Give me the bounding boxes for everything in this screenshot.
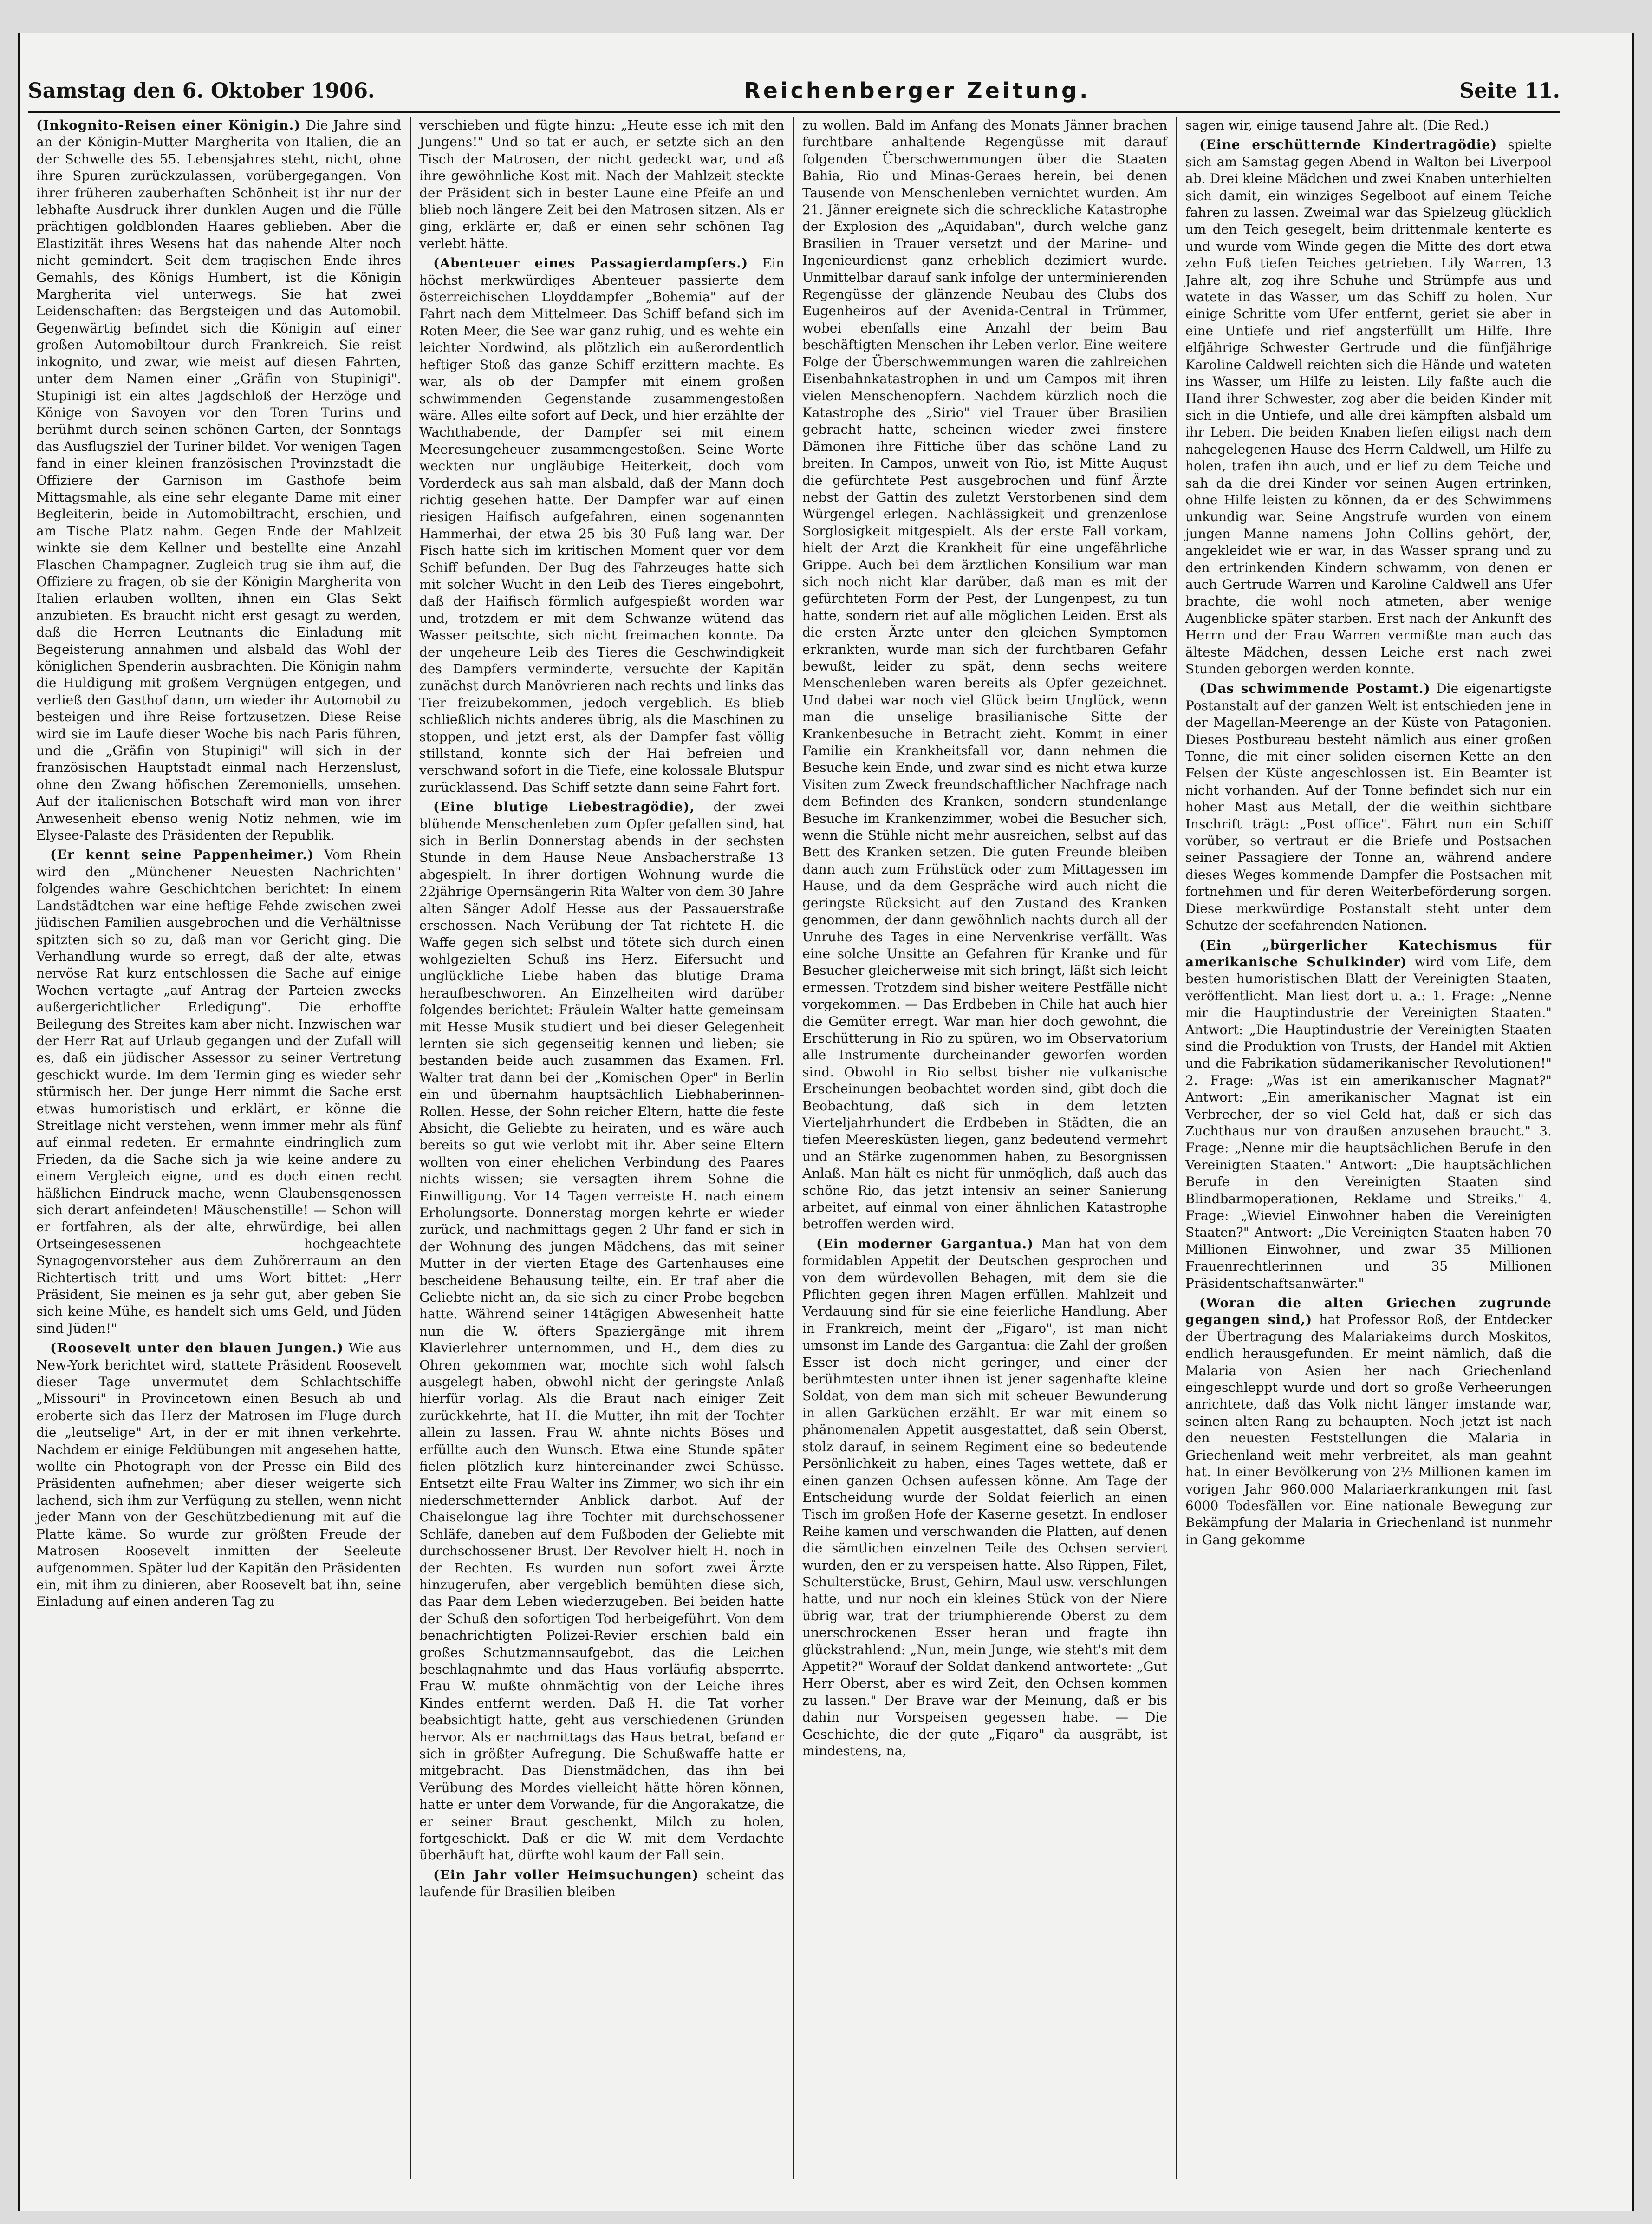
article-heading: (Inkognito-Reisen einer Königin.) [36, 117, 301, 133]
page-number: Seite 11. [1459, 78, 1560, 103]
article-paragraph [36, 1340, 401, 1611]
header-rule [28, 111, 1560, 113]
article-body: Die Jahre sind an der Königin-Mutter Margherita von Italien, die an der Schwelle des 55. Lebensjahres steht, nicht, ohne ihre Spuren zurückzulassen, vorübergegangen. Von ihrer früheren zauberhaften Schönheit ist ihr nur der lebhafte Ausdruck ihrer dunklen Augen und die Fülle prächtigen goldblonden Haares geblieben. Aber die Elastizität ihres Wesens hat das nahende Alter noch nicht gemindert. Seit dem tragischen Ende ihres Gemahls, des Königs Humbert, ist die Königin Margherita viel unterwegs. Sie hat zwei Leidenschaften: das Bergsteigen und das Automobil. Gegenwärtig befindet sich die Königin auf einer großen Automobiltour durch Frankreich. Sie reist inkognito, und zwar, wie meist auf diesen Fahrten, unter dem Namen einer „Gräfin von Stupinigi". Stupinigi ist ein altes Jagdschloß der Herzöge und Könige von Savoyen vor den Toren Turins und berühmt durch seinen schönen Garten, der Sonntags das Ausflugsziel der Turiner bildet. Vor wenigen Tagen fand in einer kleinen französischen Provinzstadt die Offiziere der Garnison im Gasthofe beim Mittagsmahle, als eine sehr elegante Dame mit einer Begleiterin, beide in Automobiltracht, erschien, und am Tische Platz nahm. Gegen Ende der Mahlzeit winkte sie dem Kellner und bestellte eine Anzahl Flaschen Champagner. Zugleich trug sie ihm auf, die Offiziere zu fragen, ob sie der Königin Margherita von Italien erlauben wollten, ihnen ein Glas Sekt anzubieten. Es braucht nicht erst gesagt zu werden, daß die Herren Leutnants die Einladung mit Begeisterung annahmen und alsbald das Wohl der königlichen Spenderin ausbrachten. Die Königin nahm die Huldigung mit großem Vergnügen entgegen, und verließ den Gasthof dann, um wieder ihr Automobil zu besteigen und ihre Reise fortzusetzen. Diese Reise wird sie im Laufe dieser Woche bis nach Paris führen, und die „Gräfin von Stupinigi" will sich in der französischen Hauptstadt einmal nach Herzenslust, ohne den Zwang höfischen Zeremoniells, umsehen. Auf der italienischen Botschaft wird man von ihrer Anwesenheit ebenso wenig Notiz nehmen, wie im Elysee-Palaste des Präsidenten der Republik. [36, 117, 402, 843]
column-4 [1177, 117, 1560, 2179]
article-paragraph [419, 799, 784, 1864]
article-paragraph [419, 255, 784, 796]
article-heading: (Woran die alten Griechen zugrunde gegangen sind,) [1185, 1295, 1552, 1328]
article-body: Wie aus New-York berichtet wird, stattete Präsident Roosevelt dieser Tage unvermutet dem Schlachtschiffe „Missouri" in Provincetown einen Besuch ab und eroberte sich das Herz der Matrosen im Fluge durch die „leutselige" Art, in der er mit ihnen verkehrte. Nachdem er einige Feldübungen mit angesehen hatte, wollte ein Photograph von der Presse ein Bild des Präsidenten aufnehmen; aber dieser weigerte sich lachend, sich ihm zur Verfügung zu stellen, wenn nicht jeder Mann von der Geschützbedienung mit auf die Platte käme. So wurde zur größten Freude der Matrosen Roosevelt inmitten der Seeleute aufgenommen. Später lud der Kapitän den Präsidenten ein, mit ihm zu dinieren, aber Roosevelt bat ihn, seine Einladung auf einen anderen Tag zu [36, 1340, 402, 1610]
article-heading: (Eine erschütternde Kindertragödie) [1199, 137, 1497, 153]
article-paragraph [419, 1867, 784, 1901]
article-heading: (Ein Jahr voller Heimsuchungen) [433, 1867, 699, 1883]
article-heading: (Eine blutige Liebestragödie), [433, 799, 695, 815]
article-paragraph [1185, 937, 1552, 1292]
article-paragraph [802, 1236, 1167, 1760]
column-3 [794, 117, 1177, 2179]
issue-date: Samstag den 6. Oktober 1906. [28, 78, 375, 103]
article-heading: (Abenteuer eines Passagierdampfers.) [433, 255, 748, 271]
article-body: der zwei blühende Menschenleben zum Opfer gefallen sind, hat sich in Berlin Donnerstag abends in der sechsten Stunde in dem Hause Neue Ansbacherstraße 13 abgespielt. In ihrer dortigen Wohnung wurde die 22jährige Opernsängerin Rita Walter von dem 30 Jahre alten Sänger Adolf Hesse aus der Passauerstraße erschossen. Nach Verübung der Tat richtete H. die Waffe gegen sich selbst und tötete sich durch einen wohlgezielten Schuß ins Herz. Eifersucht und unglückliche Liebe haben das blutige Drama heraufbeschworen. An Einzelheiten wird darüber folgendes berichtet: Fräulein Walter hatte gemeinsam mit Hesse Musik studiert und bei dieser Gelegenheit lernten sie sich gegenseitig kennen und lieben; sie bestanden beide auch zusammen das Examen. Frl. Walter trat dann bei der „Komischen Oper" in Berlin ein und übernahm hauptsächlich Liebhaberinnen-Rollen. Hesse, der Sohn reicher Eltern, hatte die feste Absicht, die Geliebte zu heiraten, und es wäre auch bereits so gut wie verlobt mit ihr. Aber seine Eltern wollten von einer ehelichen Verbindung des Paares nichts wissen; sie versagten ihrem Sohne die Einwilligung. Vor 14 Tagen verreiste H. nach einem Erholungsorte. Donnerstag morgen kehrte er wieder zurück, und nachmittags gegen 2 Uhr fand er sich in der Wohnung des jungen Mädchens, das mit seiner Mutter in der vierten Etage des Gartenhauses eine bescheidene Behausung teilte, ein. Er traf aber die Geliebte nicht an, da sie sich zu einer Probe begeben hatte. Während seiner 14tägigen Abwesenheit hatte nun die W. öfters Spaziergänge mit ihrem Klavierlehrer unternommen, und H., dem dies zu Ohren gekommen war, mochte sich wohl falsch ausgelegt haben, obwohl nicht der geringste Anlaß hierfür vorlag. Als die Braut nach einiger Zeit zurückkehrte, hat H. die Mutter, ihn mit der Tochter allein zu lassen. Frau W. ahnte nichts Böses und erfüllte auch den Wunsch. Etwa eine Stunde später fielen plötzlich kurz hintereinander zwei Schüsse. Entsetzt eilte Frau Walter ins Zimmer, wo sich ihr ein niederschmetternder Anblick darbot. Auf der Chaiselongue lag ihre Tochter mit durchschossener Schläfe, daneben auf dem Fußboden der Geliebte mit durchschossener Brust. Der Revolver hielt H. noch in der Rechten. Es wurden nun sofort zwei Ärzte hinzugerufen, aber vergeblich bemühten diese sich, das Paar dem Leben wiederzugeben. Bei beiden hatte der Schuß den sofortigen Tod herbeigeführt. Von dem benachrichtigten Polizei-Revier erschien bald ein großes Schutzmannsaufgebot, das die Leichen beschlagnahmte und das Haus vorläufig absperrte. Frau W. mußte ohnmächtig von der Leiche ihres Kindes entfernt werden. Daß H. die Tat vorher beabsichtigt hatte, geht aus verschiedenen Gründen hervor. Als er nachmittags das Haus betrat, befand er sich in größter Aufregung. Die Schußwaffe hatte er mitgebracht. Das Dienstmädchen, das ihn bei Verübung des Mordes vielleicht hätte hören können, hatte er unter dem Vorwande, für die Angorakatze, die er seiner Braut geschenkt, Milch zu holen, fortgeschickt. Daß er die W. mit dem Verdachte überhäuft hat, dürfte wohl kaum der Fall sein. [419, 799, 784, 1863]
text-columns [28, 117, 1560, 2179]
article-paragraph [419, 117, 784, 252]
article-heading: (Das schwimmende Postamt.) [1199, 681, 1431, 697]
page-header [28, 74, 1560, 107]
column-1 [28, 117, 411, 2179]
article-paragraph [1185, 1295, 1552, 1548]
article-paragraph [802, 117, 1167, 1233]
article-body: Ein höchst merkwürdiges Abenteuer passierte dem österreichischen Lloyddampfer „Bohemia" auf der Fahrt nach dem Mittelmeer. Das Schiff befand sich im Roten Meer, die See war ganz ruhig, und es wehte ein leichter Nordwind, als plötzlich ein außerordentlich heftiger Stoß das ganze Schiff erzittern machte. Es war, als ob der Dampfer mit einem großen schwimmenden Gegenstande zusammengestoßen wäre. Alles eilte sofort auf Deck, und hier erzählte der Wachthabende, der Dampfer sei mit einem Meeresungeheuer zusammengestoßen. Seine Worte weckten nur ungläubige Heiterkeit, doch vom Vorderdeck aus sah man alsbald, daß der Mann doch richtig gesehen hatte. Der Dampfer war auf einen riesigen Haifisch aufgefahren, einen sogenannten Hammerhai, der etwa 25 bis 30 Fuß lang war. Der Fisch hatte sich im kritischen Moment quer vor dem Schiff befunden. Der Bug des Fahrzeuges hatte sich mit solcher Wucht in den Leib des Tieres eingebohrt, daß der Haifisch förmlich aufgespießt worden war und, trotzdem er mit dem Schwanze wütend das Wasser peitschte, sich nicht freimachen konnte. Da der ungeheure Leib des Tieres die Geschwindigkeit des Dampfers verminderte, versuchte der Kapitän zunächst durch Manövrieren nach rechts und links das Tier freizubekommen, jedoch vergeblich. Es blieb schließlich nichts anderes übrig, als die Maschinen zu stoppen, und jetzt erst, als der Dampfer fast völlig stillstand, konnte sich der Hai befreien und verschwand sofort in die Tiefe, eine kolossale Blutspur zurücklassend. Das Schiff setzte dann seine Fahrt fort. [419, 255, 784, 795]
article-body: spielte sich am Samstag gegen Abend in Walton bei Liverpool ab. Drei kleine Mädchen und zwei Knaben unterhielten sich damit, ein winziges Segelboot auf einem Teiche fahren zu lassen. Zweimal war das Spielzeug glücklich um den Teich gesegelt, beim drittenmale kenterte es und wurde vom Winde gegen die Mitte des dort etwa zehn Fuß tiefen Teiches getrieben. Lily Warren, 13 Jahre alt, zog ihre Schuhe und Strümpfe aus und watete in das Wasser, um das Schiff zu holen. Nur einige Schritte vom Ufer entfernt, geriet sie aber in eine Untiefe und rief angsterfüllt um Hilfe. Ihre elfjährige Schwester Gertrude und die fünfjährige Karoline Caldwell reichten sich die Hände und wateten ins Wasser, um Hilfe zu leisten. Lily faßte auch die Hand ihrer Schwester, zog aber die beiden Kinder mit sich in die Untiefe, und alle drei kämpften alsbald um ihr Leben. Die beiden Knaben liefen eiligst nach dem nahegelegenen Hause des Herrn Caldwell, um Hilfe zu holen, trafen ihn auch, und er lief zu dem Teiche und sah da die drei Kinder vor seinen Augen ertrinken, ohne Hilfe leisten zu können, da er des Schwimmens unkundig war. Seine Angstrufe wurden von einem jungen Manne namens John Collins gehört, der, angekleidet wie er war, in das Wasser sprang und zu den ertrinkenden Kindern schwamm, von denen er auch Gertrude Warren und Karoline Caldwell ans Ufer brachte, die wohl noch atmeten, aber wenige Augenblicke später starben. Erst nach der Ankunft des Herrn und der Frau Warren vermißte man auch das älteste Mädchen, dessen Leiche erst nach zwei Stunden geborgen werden konnte. [1185, 137, 1552, 677]
article-heading: (Roosevelt unter den blauen Jungen.) [50, 1340, 344, 1356]
article-body: scheint das laufende für Brasilien bleiben [419, 1867, 785, 1900]
article-body: verschieben und fügte hinzu: „Heute esse ich mit den Jungens!" Und so tat er auch, er setzte sich an den Tisch der Matrosen, der nicht gedeckt war, und aß ihre gewöhnliche Kost mit. Nach der Mahlzeit steckte der Präsident sich in bester Laune eine Pfeife an und blieb noch längere Zeit bei den Matrosen sitzen. Als er ging, erklärte er, daß er einen sehr schönen Tag verlebt hätte. [419, 117, 784, 251]
article-body: zu wollen. Bald im Anfang des Monats Jänner brachen furchtbare anhaltende Regengüsse mit darauf folgenden Überschwemmungen über die Staaten Bahia, Rio und Minas-Geraes herein, bei denen Tausende von Menschenleben vernichtet wurden. Am 21. Jänner ereignete sich die schreckliche Katastrophe der Explosion des „Aquidaban", durch welche ganz Brasilien in Trauer versetzt und der Marine- und Ingenieurdienst ganz erheblich dezimiert wurde. Unmittelbar darauf sank infolge der unterminierenden Regengüsse der glänzende Neubau des Clubs dos Eugenheiros auf der Avenida-Central in Trümmer, wobei ebenfalls eine Anzahl der beim Bau beschäftigten Menschen ihr Leben verlor. Eine weitere Folge der Überschwemmungen waren die zahlreichen Eisenbahnkatastrophen in und um Campos mit ihren vielen Menschenopfern. Nachdem kürzlich noch die Katastrophe des „Sirio" viel Trauer über Brasilien gebracht hatte, scheinen wieder zwei finstere Dämonen ihre Fittiche über das schöne Land zu breiten. In Campos, unweit von Rio, ist Mitte August die gefürchtete Pest ausgebrochen und fünf Ärzte nebst der Gattin des zuletzt Verstorbenen sind dem Würgengel erlegen. Nachlässigkeit und grenzenlose Sorglosigkeit mitgespielt. Als der erste Fall vorkam, hielt der Arzt die Krankheit für eine ungefährliche Grippe. Auch bei dem ärztlichen Konsilium war man sich noch nicht klar darüber, daß man es mit der gefürchteten Form der Pest, der Lungenpest, zu tun hatte, sondern riet auf alle möglichen Leiden. Erst als die ersten Ärzte unter den gleichen Symptomen erkrankten, wurde man sich der furchtbaren Gefahr bewußt, leider zu spät, denn sechs weitere Menschenleben waren bereits als Opfer gezeichnet. Und dabei war noch viel Glück beim Unglück, wenn man die unselige brasilianische Sitte der Krankenbesuche in Betracht zieht. Kommt in einer Familie ein Krankheitsfall vor, dann nehmen die Besuche kein Ende, und zwar sind es nicht etwa kurze Visiten zum Zweck freundschaftlicher Nachfrage nach dem Befinden des Kranken, sondern stundenlange Besuche im Krankenzimmer, wobei die Besucher sich, wenn die Stühle nicht mehr ausreichen, selbst auf das Bett des Kranken setzen. Die guten Freunde bleiben dann auch zum Frühstück oder zum Mittagessen im Hause, und da dem Gespräche wird auch nicht die geringste Rücksicht auf den Zustand des Kranken genommen, der dann gewöhnlich nachts durch all der Unruhe des Tages in eine Nervenkrise verfällt. Was eine solche Unsitte an Gefahren für Kranke und für Besucher gleicherweise mit sich bringt, läßt sich leicht ermessen. Trotzdem sind bisher weitere Pestfälle nicht vorgekommen. — Das Erdbeben in Chile hat auch hier die Gemüter erregt. War man hier doch gewohnt, die Erschütterung in Rio zu spüren, wo im Observatorium alle Instrumente durcheinander geworfen worden sind. Obwohl in Rio selbst bisher nie vulkanische Erscheinungen beobachtet worden sind, gibt doch die Beobachtung, daß sich in dem letzten Vierteljahrhundert die Erdbeben in Städten, die an tiefen Meeresküsten liegen, ganz bedeutend vermehrt und an Stärke zugenommen haben, zu Besorgnissen Anlaß. Man hält es nicht für unmöglich, daß auch das schöne Rio, das jetzt intensiv an seiner Sanierung arbeitet, auf einmal von einer ähnlichen Katastrophe betroffen werden wird. [802, 117, 1167, 1232]
article-body: sagen wir, einige tausend Jahre alt. (Die Red.) [1185, 117, 1489, 133]
article-body: Man hat von dem formidablen Appetit der Deutschen gesprochen und von dem würdevollen Behagen, mit dem sie die Pflichten gegen ihren Magen erfüllen. Mahlzeit und Verdauung sind für sie eine feierliche Handlung. Aber in Frankreich, meint der „Figaro", ist man nicht umsonst im Lande des Gargantua: die Zahl der großen Esser ist doch nicht geringer, und einer der berühmtesten unter ihnen ist jener sagenhafte kleine Soldat, von dem man sich mit scheuer Bewunderung in allen Garküchen erzählt. Er war mit einem so phänomenalen Appetit ausgestattet, daß sein Oberst, stolz darauf, in seinem Regiment eine so bedeutende Persönlichkeit zu haben, eines Tages wettete, daß er einen ganzen Ochsen aufessen könne. Am Tage der Entscheidung wurde der Soldat feierlich an einen Tisch im großen Hofe der Kaserne gesetzt. In endloser Reihe kamen und verschwanden die Platten, auf denen die sämtlichen einzelnen Teile des Ochsen serviert wurden, den er zu verspeisen hatte. Also Rippen, Filet, Schulterstücke, Brust, Gehirn, Maul usw. verschlungen hatte, und nur noch ein kleines Stück von der Niere übrig war, trat der triumphierende Oberst zu dem unerschrockenen Esser heran und fragte ihn glückstrahlend: „Nun, mein Junge, wie steht's mit dem Appetit?" Worauf der Soldat dankend antwortete: „Gut Herr Oberst, aber es wird Zeit, den Ochsen kommen zu lassen." Der Brave war der Meinung, daß er bis dahin nur Vorspeisen gegessen habe. — Die Geschichte, die der gute „Figaro" da ausgräbt, ist mindestens, na, [802, 1236, 1167, 1759]
newspaper-title: Reichenberger Zeitung. [744, 78, 1091, 103]
article-paragraph [1185, 117, 1552, 134]
article-body: wird vom Life, dem besten humoristischen Blatt der Vereinigten Staaten, veröffentlicht. Man liest dort u. a.: 1. Frage: „Nenne mir die Hauptindustrie der Vereinigten Staaten." Antwort: „Die Hauptindustrie der Vereinigten Staaten sind die Produktion von Trusts, der Handel mit Aktien und die Fabrikation südamerikanischer Revolutionen!" 2. Frage: „Was ist ein amerikanischer Magnat?" Antwort: „Ein amerikanischer Magnat ist ein Verbrecher, der so viel Geld hat, daß er sich das Zuchthaus nur von draußen anzusehen braucht." 3. Frage: „Nenne mir die hauptsächlichen Berufe in den Vereinigten Staaten." Antwort: „Die hauptsächlichen Berufe in den Vereinigten Staaten sind Blindbarmoperationen, Reklame und Streiks." 4. Frage: „Wieviel Einwohner haben die Vereinigten Staaten?" Antwort: „Die Vereinigten Staaten haben 70 Millionen Einwohner, und zwar 35 Millionen Frauenrechtlerinnen und 35 Millionen Präsidentschaftsanwärter." [1185, 954, 1552, 1291]
article-body: Die eigenartigste Postanstalt auf der ganzen Welt ist entschieden jene in der Magellan-Meerenge an der Küste von Patagonien. Dieses Postbureau besteht nämlich aus einer großen Tonne, die mit einer soliden eisernen Kette an den Felsen der Küste angeschlossen ist. Ein Beamter ist nicht vorhanden. Auf der Tonne befindet sich nur ein hoher Mast aus Metall, der die weithin sichtbare Inschrift trägt: „Post office". Fährt nun ein Schiff vorüber, so vertraut er die Briefe und Postsachen seiner Passagiere der Tonne an, während andere dieses Weges kommende Dampfer die Postsachen mit fortnehmen und für deren Weiterbeförderung sorgen. Diese merkwürdige Postanstalt steht unter dem Schutze der seefahrenden Nationen. [1185, 681, 1552, 933]
article-paragraph [36, 847, 401, 1337]
article-paragraph [1185, 137, 1552, 678]
column-2 [411, 117, 794, 2179]
article-paragraph [36, 117, 401, 844]
article-heading: (Ein moderner Gargantua.) [816, 1236, 1034, 1252]
article-body: hat Professor Roß, der Entdecker der Übertragung des Malariakeims durch Moskitos, endlich herausgefunden. Er meint nämlich, daß die Malaria von Asien her nach Griechenland eingeschleppt wurde und dort so große Verheerungen anrichtete, daß das Volk nicht länger imstande war, seinen alten Rang zu behaupten. Noch jetzt ist nach den neuesten Feststellungen die Malaria in Griechenland weit mehr verbreitet, als man geahnt hat. In einer Bevölkerung von 2½ Millionen kamen im vorigen Jahr 960.000 Malariaerkrankungen mit fast 6000 Todesfällen vor. Eine nationale Bewegung zur Bekämpfung der Malaria in Griechenland ist nunmehr in Gang gekomme [1185, 1312, 1552, 1547]
article-heading: (Ein „bürgerlicher Katechismus für amerikanische Schulkinder) [1185, 937, 1552, 970]
article-heading: (Er kennt seine Pappenheimer.) [50, 847, 314, 863]
article-paragraph [1185, 680, 1552, 934]
article-body: Vom Rhein wird den „Münchener Neuesten Nachrichten" folgendes wahre Geschichtchen berichtet: In einem Landstädtchen war eine heftige Fehde zwischen zwei jüdischen Familien ausgebrochen und die Verhältnisse spitzten sich so zu, daß man vor Gericht ging. Die Verhandlung wurde so erregt, daß der alte, etwas nervöse Rat kurz entschlossen die Sache auf einige Wochen vertagte „auf Antrag der Parteien zwecks außergerichtlicher Erledigung". Die erhoffte Beilegung des Streites kam aber nicht. Inzwischen war der Herr Rat auf Urlaub gegangen und der Zufall will es, daß ein jüdischer Assessor zu seiner Vertretung geschickt wurde. Im dem Termin ging es wieder sehr stürmisch her. Der junge Herr nimmt die Sache erst etwas humoristisch und erklärt, er könne die Streitlage nicht verstehen, wenn immer mehr als fünf auf einmal redeten. Er ermahnte eindringlich zum Frieden, da die Sache sich ja wie keine andere zu einem Vergleich eigne, und es doch einen recht häßlichen Eindruck mache, wenn Glaubensgenossen sich derart anfeindeten! Mäuschenstille! — Schon will er fortfahren, als der alte, ehrwürdige, bei allen Ortseingesessenen hochgeachtete Synagogenvorsteher aus dem Zuhörerraum an den Richtertisch tritt und ums Wort bittet: „Herr Präsident, Sie meinen es ja sehr gut, aber geben Sie sich keine Mühe, es handelt sich ums Geld, und Jüden sind Jüden!" [36, 847, 401, 1336]
